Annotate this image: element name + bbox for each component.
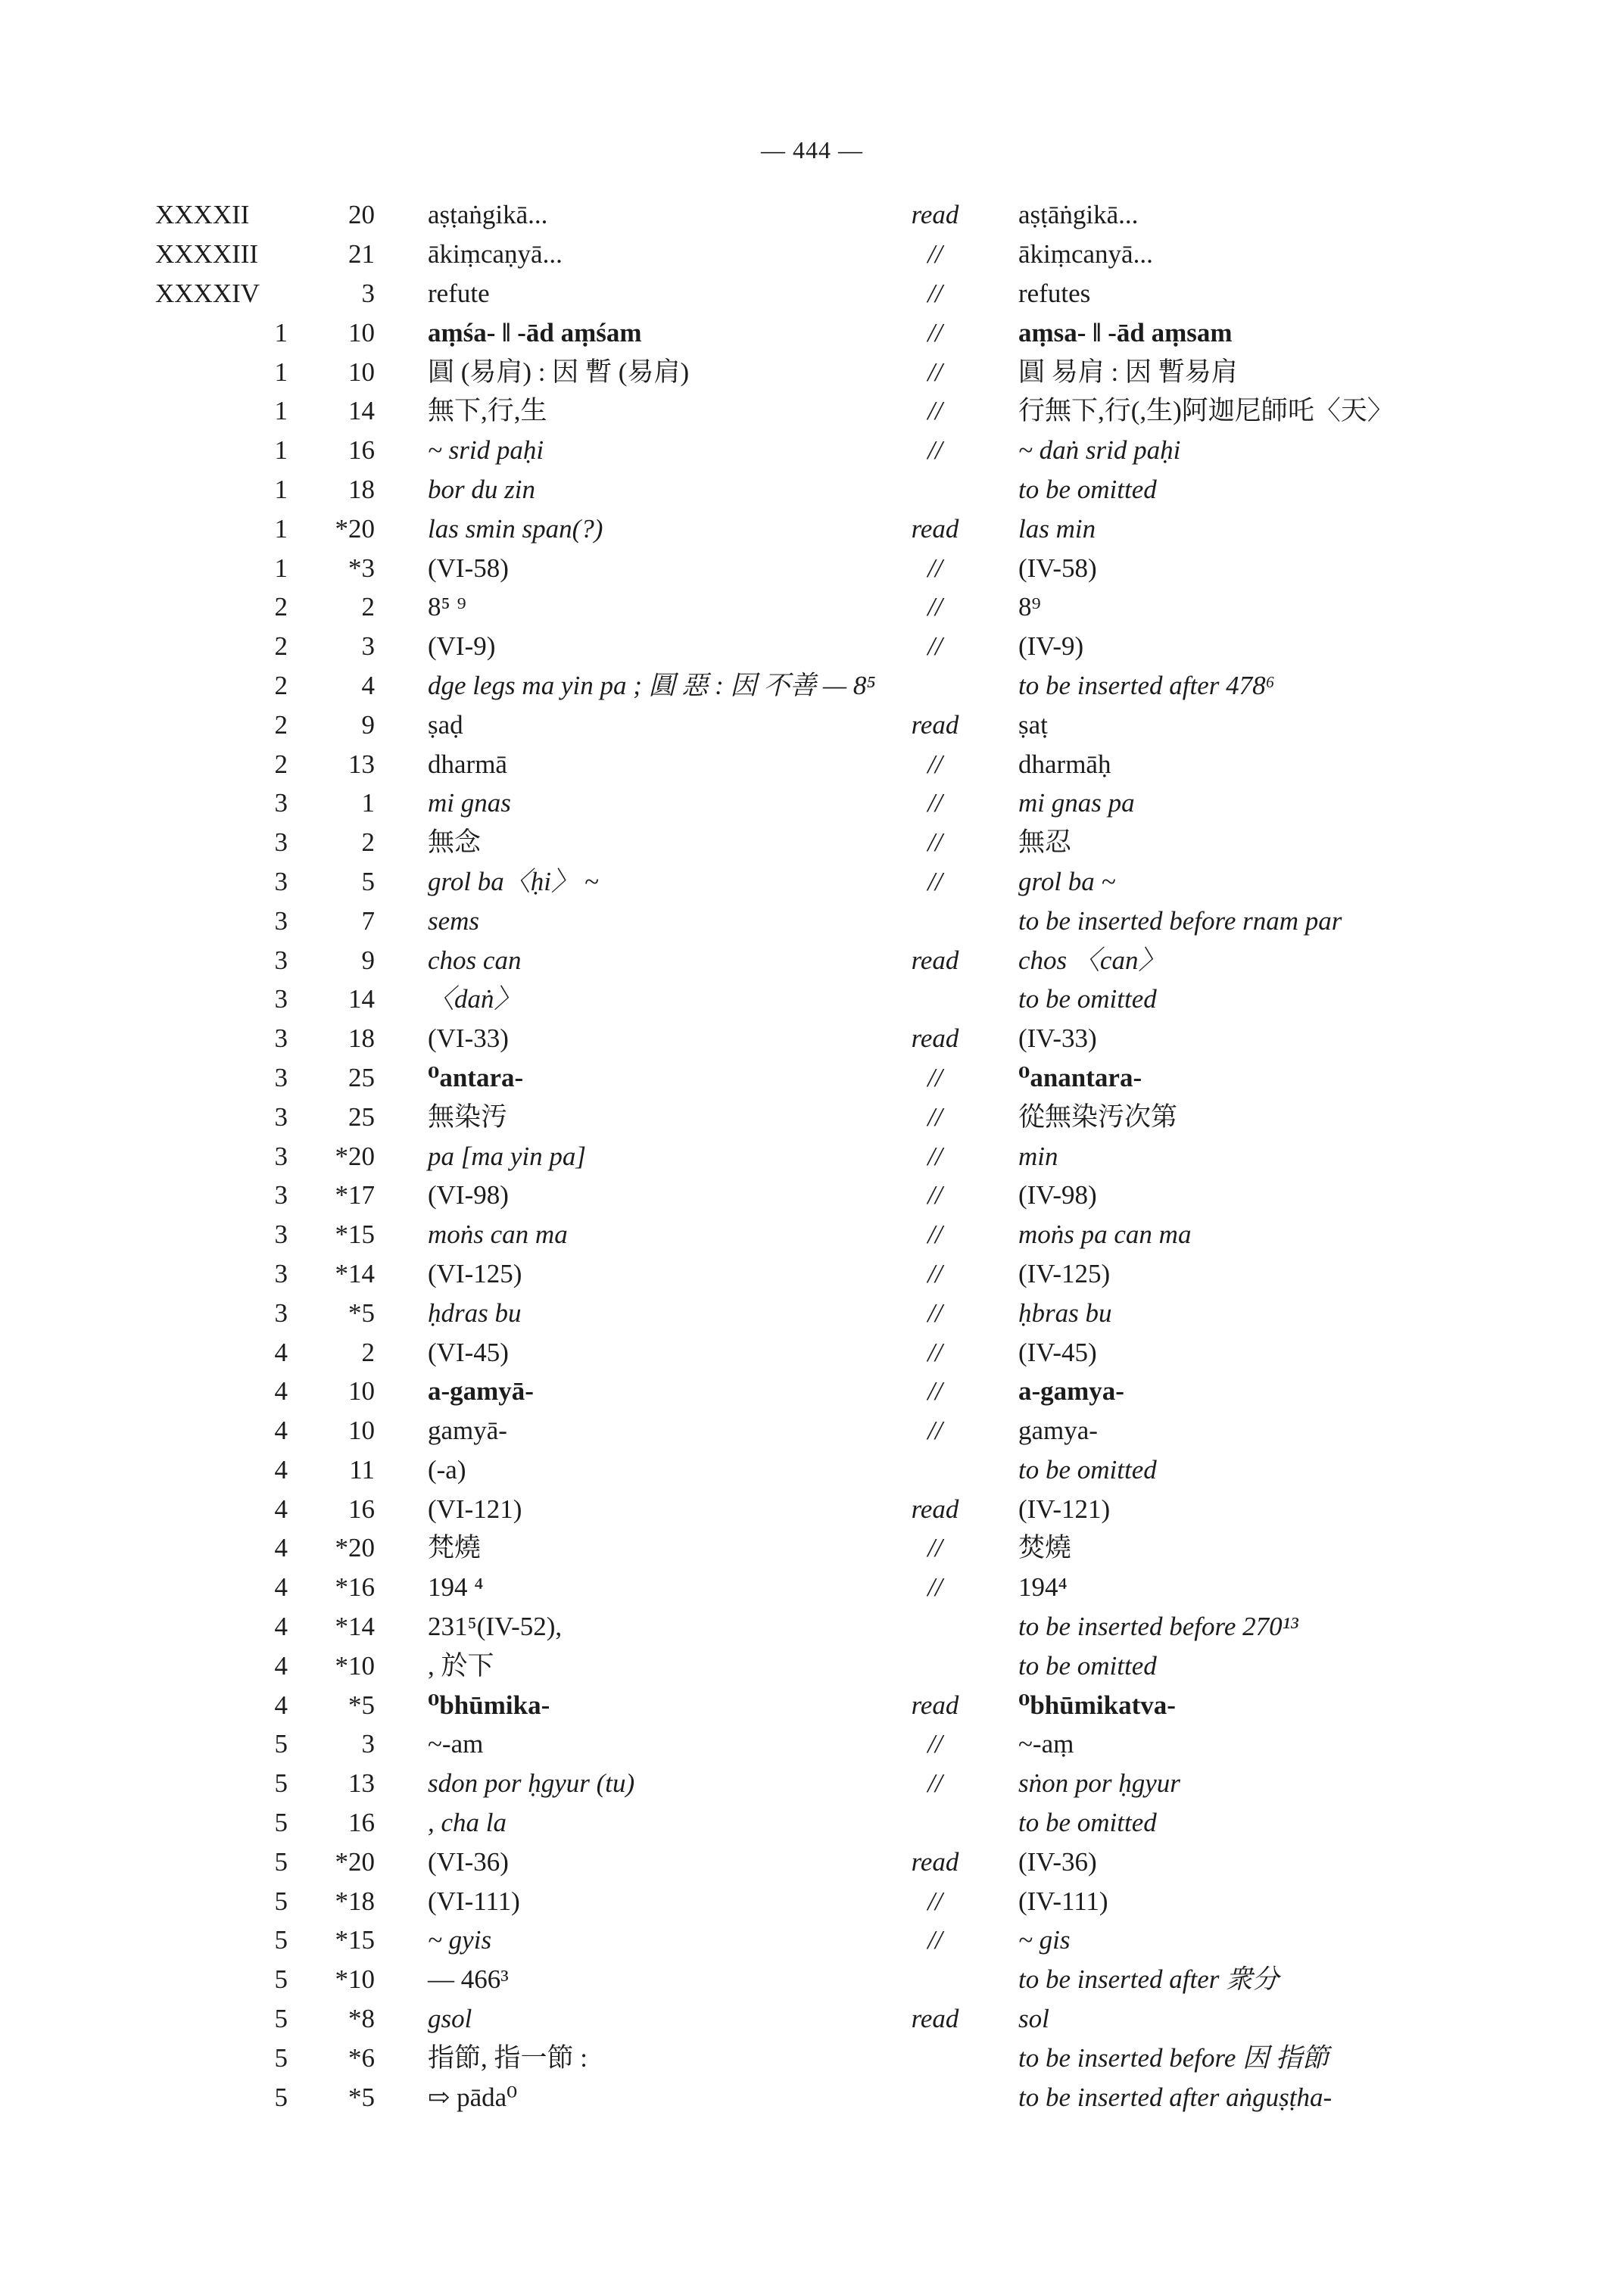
correction-action: read: [911, 709, 959, 740]
corrected-text: mi gnas pa: [1018, 788, 1135, 818]
erroneous-text: (VI-33): [428, 1023, 509, 1054]
corrected-text: to be omitted: [1018, 984, 1157, 1014]
errata-row: [155, 1254, 1450, 1294]
page-ref: 1: [274, 357, 288, 387]
corrected-text: 194⁴: [1018, 1572, 1068, 1603]
corrected-text: to be inserted after 衆分: [1018, 1964, 1280, 1995]
errata-row: [155, 2077, 1450, 2117]
erroneous-text: 無下,行,生: [428, 396, 547, 426]
erroneous-text: 無染汚: [428, 1101, 508, 1132]
corrected-text: dharmāḥ: [1018, 749, 1111, 779]
erroneous-text: ~ gyis: [428, 1925, 492, 1955]
corrected-text: 無忍: [1018, 827, 1072, 858]
line-ref: 13: [348, 1768, 375, 1799]
page-ref: 5: [274, 1846, 288, 1877]
page-ref: 4: [274, 1416, 288, 1446]
correction-action: //: [927, 788, 943, 818]
page-ref: 5: [274, 1886, 288, 1916]
erroneous-text: (VI-121): [428, 1494, 522, 1524]
erroneous-text: 231⁵(IV-52),: [428, 1612, 563, 1642]
page-ref: 3: [274, 827, 288, 858]
correction-action: //: [927, 1180, 943, 1210]
line-ref: *17: [335, 1180, 375, 1210]
corrected-text: grol ba ~: [1018, 866, 1116, 896]
errata-row: [155, 1528, 1450, 1568]
line-ref: 14: [348, 984, 375, 1014]
line-ref: *5: [348, 2082, 375, 2112]
line-ref: *20: [335, 513, 375, 544]
line-ref: 5: [361, 866, 375, 896]
correction-action: //: [927, 592, 943, 622]
page-ref: 3: [274, 788, 288, 818]
errata-row: [155, 1058, 1450, 1098]
errata-table: [155, 195, 1450, 2117]
erroneous-text: las smin span(?): [428, 513, 603, 544]
erroneous-text: moṅs can ma: [428, 1220, 568, 1250]
corrected-text: las min: [1018, 513, 1096, 544]
correction-action: //: [927, 1416, 943, 1446]
page-ref: 3: [274, 984, 288, 1014]
page-ref: 2: [274, 670, 288, 700]
line-ref: *10: [335, 1964, 375, 1995]
page-ref: 3: [274, 1101, 288, 1132]
correction-action: //: [927, 278, 943, 308]
erroneous-text: a-gamyā-: [428, 1376, 534, 1407]
erroneous-text: aṣṭaṅgikā...: [428, 200, 548, 230]
page-ref: 5: [274, 1964, 288, 1995]
page-ref: 4: [274, 1612, 288, 1642]
errata-row: [155, 1489, 1450, 1528]
page-ref: 4: [274, 1494, 288, 1524]
corrected-text: chos 〈can〉: [1018, 945, 1165, 975]
correction-action: //: [927, 1376, 943, 1407]
corrected-text: to be omitted: [1018, 474, 1157, 504]
correction-action: //: [927, 827, 943, 858]
errata-row: [155, 2038, 1450, 2077]
corrected-text: ~-aṃ: [1018, 1729, 1074, 1759]
correction-action: //: [927, 317, 943, 347]
erroneous-text: chos can: [428, 945, 522, 975]
line-ref: 3: [361, 1729, 375, 1759]
page-ref: 3: [274, 1141, 288, 1171]
correction-action: [852, 2038, 1018, 2077]
line-ref: 13: [348, 749, 375, 779]
page-ref: 1: [274, 396, 288, 426]
corrected-text: gamya-: [1018, 1416, 1098, 1446]
erroneous-text: (VI-9): [428, 631, 496, 662]
errata-row: [155, 195, 1450, 235]
correction-action: read: [911, 1494, 959, 1524]
erroneous-text: (VI-45): [428, 1337, 509, 1367]
page-ref: 3: [274, 1298, 288, 1328]
line-ref: *16: [335, 1572, 375, 1603]
line-ref: *6: [348, 2042, 375, 2073]
errata-row: [155, 744, 1450, 784]
correction-action: [852, 470, 1018, 509]
line-ref: *14: [335, 1612, 375, 1642]
correction-action: //: [927, 1298, 943, 1328]
erroneous-text: ⇨ pāda⁰: [428, 2082, 518, 2112]
corrected-text: to be inserted before 因 指節: [1018, 2042, 1329, 2073]
erroneous-text: 圓 (易肩) : 因 暫 (易肩): [428, 357, 690, 387]
corrected-text: 從無染汚次第: [1018, 1101, 1178, 1132]
correction-action: //: [927, 1925, 943, 1955]
corrected-text: refutes: [1018, 278, 1091, 308]
line-ref: *5: [348, 1298, 375, 1328]
line-ref: 20: [348, 200, 375, 230]
erroneous-text: (-a): [428, 1454, 466, 1485]
page-ref: 4: [274, 1376, 288, 1407]
erroneous-text: (VI-58): [428, 553, 509, 583]
correction-action: [852, 2077, 1018, 2117]
line-ref: *14: [335, 1258, 375, 1288]
line-ref: *20: [335, 1141, 375, 1171]
correction-action: read: [911, 945, 959, 975]
line-ref: *20: [335, 1533, 375, 1563]
page-ref: 3: [274, 1220, 288, 1250]
errata-row: [155, 313, 1450, 352]
erroneous-text: dharmā: [428, 749, 507, 779]
correction-action: read: [911, 2004, 959, 2034]
line-ref: 2: [361, 1337, 375, 1367]
correction-action: [852, 666, 1018, 706]
errata-row: [155, 940, 1450, 980]
erroneous-text: — 466³: [428, 1964, 509, 1995]
page-ref: 3: [274, 1180, 288, 1210]
correction-action: [852, 1607, 1018, 1647]
page-ref: 5: [274, 2082, 288, 2112]
corrected-text: (IV-121): [1018, 1494, 1111, 1524]
page-ref: 4: [274, 1337, 288, 1367]
page-ref: XXXXII: [155, 200, 250, 230]
line-ref: 2: [361, 827, 375, 858]
errata-row: [155, 1332, 1450, 1372]
corrected-text: aṣṭāṅgikā...: [1018, 200, 1139, 230]
corrected-text: (IV-111): [1018, 1886, 1108, 1916]
correction-action: //: [927, 1572, 943, 1603]
erroneous-text: dge legs ma yin pa ; 圓 惡 : 因 不善 — 8⁵: [428, 670, 876, 700]
corrected-text: to be inserted before 270¹³: [1018, 1612, 1298, 1642]
erroneous-text: refute: [428, 278, 490, 308]
errata-row: [155, 1450, 1450, 1490]
line-ref: 16: [348, 435, 375, 466]
corrected-text: 圓 易肩 : 因 暫易肩: [1018, 357, 1238, 387]
corrected-text: (IV-33): [1018, 1023, 1097, 1054]
corrected-text: ⁰anantara-: [1018, 1062, 1142, 1092]
line-ref: *15: [335, 1925, 375, 1955]
page-ref: 1: [274, 317, 288, 347]
corrected-text: 行無下,行(,生)阿迦尼師吒〈天〉: [1018, 396, 1394, 426]
errata-body: [155, 195, 1450, 2117]
correction-action: //: [927, 1768, 943, 1799]
correction-action: [852, 1450, 1018, 1490]
correction-action: //: [927, 396, 943, 426]
corrected-text: ḥbras bu: [1018, 1298, 1112, 1328]
errata-row: [155, 1215, 1450, 1254]
line-ref: 3: [361, 278, 375, 308]
line-ref: 2: [361, 592, 375, 622]
erroneous-text: bor du zin: [428, 474, 535, 504]
corrected-text: sṅon por ḥgyur: [1018, 1768, 1180, 1799]
erroneous-text: sems: [428, 905, 480, 936]
errata-row: [155, 1568, 1450, 1607]
erroneous-text: gamyā-: [428, 1416, 507, 1446]
page-ref: 3: [274, 1258, 288, 1288]
erroneous-text: 梵燒: [428, 1533, 482, 1563]
erroneous-text: ākiṃcaṇyā...: [428, 239, 563, 269]
line-ref: *15: [335, 1220, 375, 1250]
errata-row: [155, 1411, 1450, 1450]
erroneous-text: gsol: [428, 2004, 472, 2034]
page-number: — 444 —: [761, 136, 863, 164]
errata-row: [155, 1842, 1450, 1881]
correction-action: [852, 901, 1018, 940]
erroneous-text: ṣaḍ: [428, 709, 463, 740]
line-ref: 7: [361, 905, 375, 936]
correction-action: read: [911, 513, 959, 544]
correction-action: //: [927, 1533, 943, 1563]
corrected-text: (IV-98): [1018, 1180, 1097, 1210]
line-ref: *5: [348, 1690, 375, 1720]
corrected-text: ~ daṅ srid paḥi: [1018, 435, 1181, 466]
errata-row: [155, 901, 1450, 940]
erroneous-text: ~-am: [428, 1729, 484, 1759]
errata-row: [155, 1803, 1450, 1843]
erroneous-text: aṃśa- ‖ -ād aṃśam: [428, 317, 642, 347]
correction-action: //: [927, 1220, 943, 1250]
page-ref: 5: [274, 1729, 288, 1759]
page-ref: XXXXIII: [155, 239, 259, 269]
correction-action: [852, 1960, 1018, 1999]
line-ref: 18: [348, 1023, 375, 1054]
page-ref: 4: [274, 1690, 288, 1720]
erroneous-text: mi gnas: [428, 788, 511, 818]
erroneous-text: sdon por ḥgyur (tu): [428, 1768, 635, 1799]
correction-action: //: [927, 1141, 943, 1171]
page-ref: 4: [274, 1572, 288, 1603]
page-ref: 4: [274, 1454, 288, 1485]
corrected-text: 8⁹: [1018, 592, 1041, 622]
errata-row: [155, 587, 1450, 627]
erroneous-text: pa [ma yin pa]: [428, 1141, 587, 1171]
corrected-text: ṣaṭ: [1018, 709, 1048, 740]
correction-action: read: [911, 200, 959, 230]
line-ref: 25: [348, 1101, 375, 1132]
correction-action: //: [927, 749, 943, 779]
erroneous-text: , cha la: [428, 1808, 507, 1838]
correction-action: [852, 1646, 1018, 1685]
correction-action: //: [927, 631, 943, 662]
line-ref: 11: [349, 1454, 375, 1485]
correction-action: [852, 1803, 1018, 1843]
line-ref: 18: [348, 474, 375, 504]
line-ref: 10: [348, 357, 375, 387]
errata-row: [155, 1136, 1450, 1176]
line-ref: *20: [335, 1846, 375, 1877]
page-ref: 3: [274, 945, 288, 975]
line-ref: *18: [335, 1886, 375, 1916]
errata-row: [155, 352, 1450, 391]
page-ref: 3: [274, 866, 288, 896]
correction-action: //: [927, 866, 943, 896]
correction-action: //: [927, 239, 943, 269]
errata-row: [155, 666, 1450, 706]
page-ref: 5: [274, 1925, 288, 1955]
erroneous-text: , 於下: [428, 1650, 494, 1681]
corrected-text: (IV-125): [1018, 1258, 1111, 1288]
corrected-text: a-gamya-: [1018, 1376, 1124, 1407]
erroneous-text: 無念: [428, 827, 482, 858]
erroneous-text: (VI-36): [428, 1846, 509, 1877]
line-ref: 10: [348, 317, 375, 347]
errata-row: [155, 823, 1450, 862]
page-ref: 5: [274, 1768, 288, 1799]
page-ref: 5: [274, 2004, 288, 2034]
page-ref: 1: [274, 513, 288, 544]
erroneous-text: grol ba〈ḥi〉 ~: [428, 866, 599, 896]
errata-row: [155, 1921, 1450, 1960]
page-ref: 2: [274, 749, 288, 779]
errata-row: [155, 1685, 1450, 1724]
corrected-text: 焚燒: [1018, 1533, 1072, 1563]
errata-row: [155, 1764, 1450, 1803]
correction-action: //: [927, 1886, 943, 1916]
corrected-text: min: [1018, 1141, 1058, 1171]
line-ref: 4: [361, 670, 375, 700]
erroneous-text: ~ srid paḥi: [428, 435, 544, 466]
errata-row: [155, 509, 1450, 548]
page-ref: 1: [274, 474, 288, 504]
line-ref: 9: [361, 709, 375, 740]
erroneous-text: (VI-111): [428, 1886, 520, 1916]
line-ref: 21: [348, 239, 375, 269]
corrected-text: sol: [1018, 2004, 1049, 2034]
errata-row: [155, 274, 1450, 313]
erroneous-text: (VI-125): [428, 1258, 522, 1288]
corrected-text: ākiṃcanyā...: [1018, 239, 1153, 269]
errata-row: [155, 1960, 1450, 1999]
line-ref: 9: [361, 945, 375, 975]
errata-row: [155, 1607, 1450, 1647]
errata-row: [155, 1019, 1450, 1058]
page-ref: 1: [274, 553, 288, 583]
line-ref: 25: [348, 1062, 375, 1092]
erroneous-text: ḥdras bu: [428, 1298, 522, 1328]
corrected-text: to be omitted: [1018, 1808, 1157, 1838]
correction-action: //: [927, 357, 943, 387]
correction-action: read: [911, 1023, 959, 1054]
corrected-text: to be omitted: [1018, 1650, 1157, 1681]
page-ref: 3: [274, 1062, 288, 1092]
correction-action: //: [927, 1729, 943, 1759]
line-ref: 14: [348, 396, 375, 426]
corrected-text: ⁰bhūmikatva-: [1018, 1690, 1176, 1720]
erroneous-text: ⁰antara-: [428, 1062, 524, 1092]
corrected-text: (IV-58): [1018, 553, 1097, 583]
correction-action: read: [911, 1846, 959, 1877]
page-ref: XXXXIV: [155, 278, 260, 308]
errata-row: [155, 1097, 1450, 1136]
errata-row: [155, 1724, 1450, 1764]
page-ref: 3: [274, 905, 288, 936]
corrected-text: moṅs pa can ma: [1018, 1220, 1192, 1250]
errata-row: [155, 548, 1450, 587]
erroneous-text: 指節, 指一節 :: [428, 2042, 588, 2073]
page-ref: 5: [274, 2042, 288, 2073]
correction-action: //: [927, 553, 943, 583]
erroneous-text: 8⁵ ⁹: [428, 592, 466, 622]
correction-action: //: [927, 1062, 943, 1092]
erroneous-text: (VI-98): [428, 1180, 509, 1210]
correction-action: //: [927, 435, 943, 466]
page-ref: 1: [274, 435, 288, 466]
errata-row: [155, 391, 1450, 431]
line-ref: 16: [348, 1494, 375, 1524]
erroneous-text: ⁰bhūmika-: [428, 1690, 550, 1720]
line-ref: 1: [361, 788, 375, 818]
corrected-text: aṃsa- ‖ -ād aṃsam: [1018, 317, 1233, 347]
erroneous-text: 194 ⁴: [428, 1572, 484, 1603]
page-ref: 2: [274, 631, 288, 662]
errata-row: [155, 862, 1450, 902]
page-ref: 3: [274, 1023, 288, 1054]
errata-row: [155, 627, 1450, 666]
errata-row: [155, 980, 1450, 1019]
corrected-text: (IV-36): [1018, 1846, 1097, 1877]
errata-row: [155, 235, 1450, 274]
line-ref: 10: [348, 1376, 375, 1407]
errata-row: [155, 705, 1450, 744]
corrected-text: to be inserted after aṅguṣṭha-: [1018, 2082, 1333, 2112]
corrected-text: ~ gis: [1018, 1925, 1071, 1955]
page-ref: 4: [274, 1533, 288, 1563]
correction-action: [852, 980, 1018, 1019]
page-ref: 2: [274, 709, 288, 740]
erroneous-text: 〈daṅ〉: [428, 984, 521, 1014]
correction-action: //: [927, 1101, 943, 1132]
line-ref: *3: [348, 553, 375, 583]
errata-row: [155, 1372, 1450, 1411]
corrected-text: to be inserted before rnam par: [1018, 905, 1342, 936]
errata-row: [155, 1999, 1450, 2039]
errata-row: [155, 431, 1450, 470]
corrected-text: (IV-45): [1018, 1337, 1097, 1367]
errata-row: [155, 1293, 1450, 1332]
page-ref: 5: [274, 1808, 288, 1838]
errata-row: [155, 784, 1450, 823]
errata-row: [155, 1881, 1450, 1921]
corrected-text: to be inserted after 478⁶: [1018, 670, 1275, 700]
correction-action: read: [911, 1690, 959, 1720]
corrected-text: to be omitted: [1018, 1454, 1157, 1485]
line-ref: 3: [361, 631, 375, 662]
line-ref: *10: [335, 1650, 375, 1681]
corrected-text: (IV-9): [1018, 631, 1084, 662]
page-ref: 4: [274, 1650, 288, 1681]
errata-row: [155, 1176, 1450, 1215]
page-ref: 2: [274, 592, 288, 622]
correction-action: //: [927, 1258, 943, 1288]
line-ref: 10: [348, 1416, 375, 1446]
line-ref: 16: [348, 1808, 375, 1838]
errata-row: [155, 1646, 1450, 1685]
correction-action: //: [927, 1337, 943, 1367]
errata-row: [155, 470, 1450, 509]
line-ref: *8: [348, 2004, 375, 2034]
